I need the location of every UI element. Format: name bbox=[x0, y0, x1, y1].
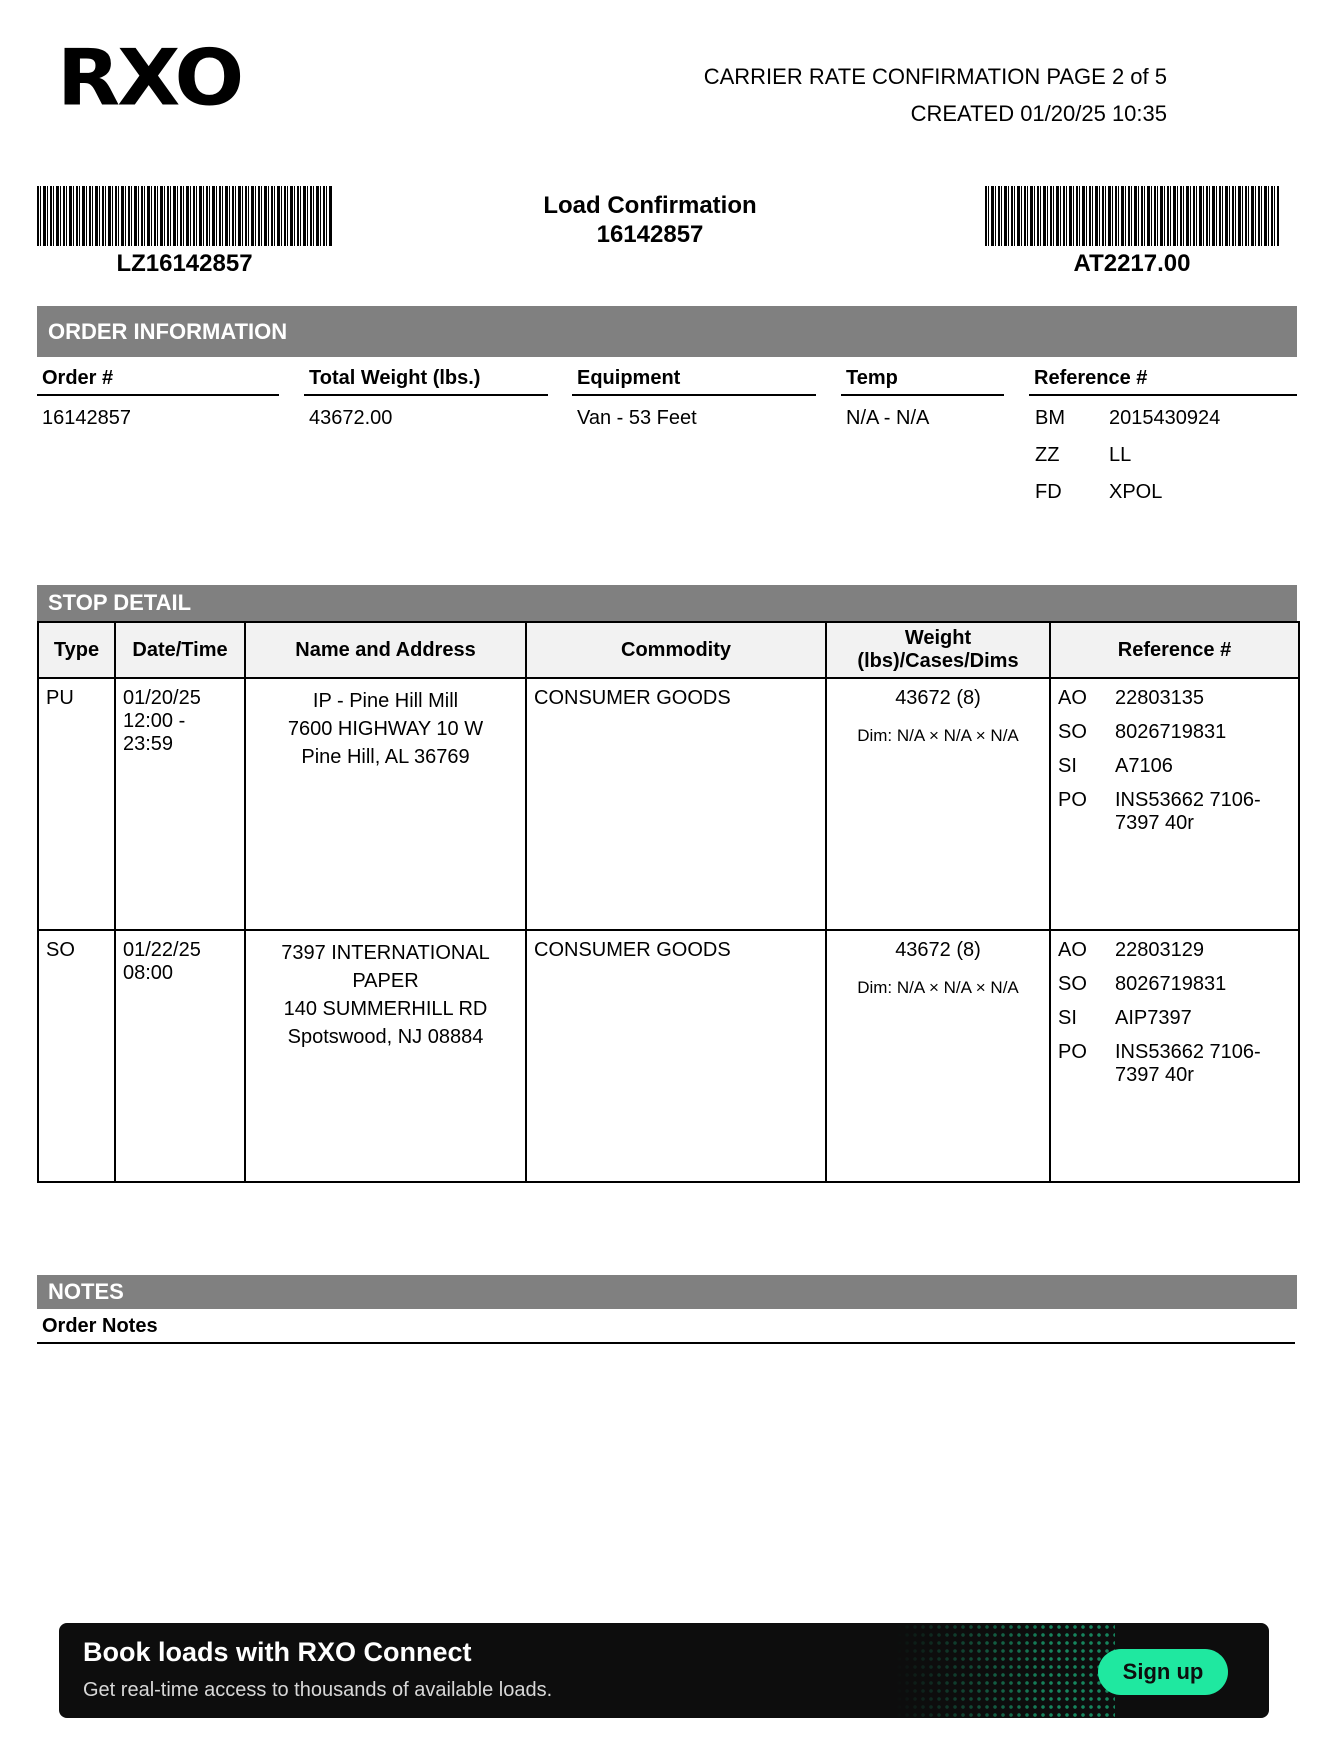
type-column-header: Type bbox=[38, 622, 115, 678]
banner-subtitle: Get real-time access to thousands of available loads. bbox=[83, 1679, 553, 1701]
stop-weight bbox=[826, 678, 1050, 930]
stop-references bbox=[1050, 678, 1299, 930]
ref-code: AO bbox=[1058, 939, 1087, 961]
weight-column-header bbox=[826, 622, 1050, 678]
weight-header-line1: Weight bbox=[904, 627, 972, 649]
ref-code: SO bbox=[1058, 721, 1087, 743]
table-row bbox=[38, 930, 1299, 1182]
ref-code: SI bbox=[1058, 1007, 1077, 1029]
datetime-column-header: Date/Time bbox=[115, 622, 245, 678]
stop-type: SO bbox=[38, 930, 115, 1182]
ref-code: AO bbox=[1058, 687, 1087, 709]
stop-time: 23:59 bbox=[123, 733, 174, 755]
stop-detail-header: STOP DETAIL bbox=[37, 585, 1297, 621]
stop-table-header-row bbox=[38, 622, 1299, 678]
stop-weight bbox=[826, 930, 1050, 1182]
temp-value: N/A - N/A bbox=[846, 407, 930, 429]
load-confirmation-title bbox=[480, 191, 820, 249]
ref-value: A7106 bbox=[1115, 755, 1173, 777]
address-line: 7600 HIGHWAY 10 W bbox=[287, 718, 484, 740]
load-title-text: Load Confirmation bbox=[543, 192, 757, 219]
weight-value: 43672 (8) bbox=[895, 939, 981, 961]
rxo-connect-banner[interactable] bbox=[59, 1623, 1269, 1718]
order-information-header: ORDER INFORMATION bbox=[37, 306, 1297, 357]
order-notes-label: Order Notes bbox=[37, 1315, 1295, 1344]
temp-header: Temp bbox=[841, 367, 1004, 396]
stop-date: 01/20/25 bbox=[123, 687, 201, 709]
order-ref-value: LL bbox=[1109, 444, 1132, 466]
weight-value: 43672 (8) bbox=[895, 687, 981, 709]
stop-time: 08:00 bbox=[123, 962, 174, 984]
stop-address bbox=[245, 678, 526, 930]
ref-value: 22803135 bbox=[1115, 687, 1204, 709]
stop-detail-table bbox=[37, 621, 1300, 1183]
reference-column-header: Reference # bbox=[1050, 622, 1299, 678]
ref-code: SI bbox=[1058, 755, 1077, 777]
order-number-header: Order # bbox=[37, 367, 279, 396]
stop-commodity: CONSUMER GOODS bbox=[526, 678, 826, 930]
ref-code: SO bbox=[1058, 973, 1087, 995]
reference-header: Reference # bbox=[1029, 367, 1297, 396]
order-ref-code: ZZ bbox=[1035, 444, 1060, 466]
notes-header: NOTES bbox=[37, 1275, 1297, 1309]
barcode-left bbox=[37, 186, 332, 246]
ref-value: INS53662 7106-7397 40r bbox=[1115, 789, 1261, 834]
barcode-right-label: AT2217.00 bbox=[1073, 250, 1191, 277]
stop-address bbox=[245, 930, 526, 1182]
address-line: Spotswood, NJ 08884 bbox=[287, 1026, 484, 1048]
stop-time: 12:00 - bbox=[123, 710, 186, 732]
created-timestamp: CREATED 01/20/25 10:35 bbox=[910, 101, 1167, 126]
barcode-left-label: LZ16142857 bbox=[116, 250, 253, 277]
weight-header-line2: (lbs)/Cases/Dims bbox=[857, 650, 1019, 672]
page-title: CARRIER RATE CONFIRMATION PAGE 2 of 5 bbox=[703, 64, 1167, 89]
stop-datetime bbox=[115, 678, 245, 930]
stop-commodity: CONSUMER GOODS bbox=[526, 930, 826, 1182]
banner-title: Book loads with RXO Connect bbox=[83, 1637, 472, 1667]
ref-value: INS53662 7106-7397 40r bbox=[1115, 1041, 1261, 1086]
dot-pattern-decoration bbox=[895, 1623, 1115, 1718]
stop-type: PU bbox=[38, 678, 115, 930]
order-number-value: 16142857 bbox=[42, 407, 131, 429]
name-address-column-header: Name and Address bbox=[245, 622, 526, 678]
order-ref-code: BM bbox=[1035, 407, 1065, 429]
total-weight-header: Total Weight (lbs.) bbox=[304, 367, 548, 396]
ref-value: 22803129 bbox=[1115, 939, 1204, 961]
load-number: 16142857 bbox=[596, 221, 704, 248]
dims-value: Dim: N/A × N/A × N/A bbox=[857, 978, 1019, 997]
stop-date: 01/22/25 bbox=[123, 939, 201, 961]
equipment-header: Equipment bbox=[572, 367, 816, 396]
address-line: 7397 INTERNATIONAL PAPER bbox=[281, 942, 490, 992]
address-line: 140 SUMMERHILL RD bbox=[283, 998, 488, 1020]
barcode-right bbox=[985, 186, 1279, 246]
ref-value: 8026719831 bbox=[1115, 721, 1227, 743]
order-ref-value: 2015430924 bbox=[1109, 407, 1221, 429]
address-line: Pine Hill, AL 36769 bbox=[301, 746, 470, 768]
total-weight-value: 43672.00 bbox=[309, 407, 393, 429]
address-line: IP - Pine Hill Mill bbox=[312, 690, 459, 712]
ref-code: PO bbox=[1058, 789, 1087, 811]
table-row bbox=[38, 678, 1299, 930]
order-ref-code: FD bbox=[1035, 481, 1062, 503]
ref-value: 8026719831 bbox=[1115, 973, 1227, 995]
equipment-value: Van - 53 Feet bbox=[577, 407, 697, 429]
ref-code: PO bbox=[1058, 1041, 1087, 1063]
ref-value: AIP7397 bbox=[1115, 1007, 1192, 1029]
stop-datetime bbox=[115, 930, 245, 1182]
commodity-column-header: Commodity bbox=[526, 622, 826, 678]
sign-up-button[interactable]: Sign up bbox=[1098, 1649, 1228, 1695]
rxo-logo: RXO bbox=[57, 33, 242, 124]
stop-references bbox=[1050, 930, 1299, 1182]
order-ref-value: XPOL bbox=[1109, 481, 1163, 503]
dims-value: Dim: N/A × N/A × N/A bbox=[857, 726, 1019, 745]
